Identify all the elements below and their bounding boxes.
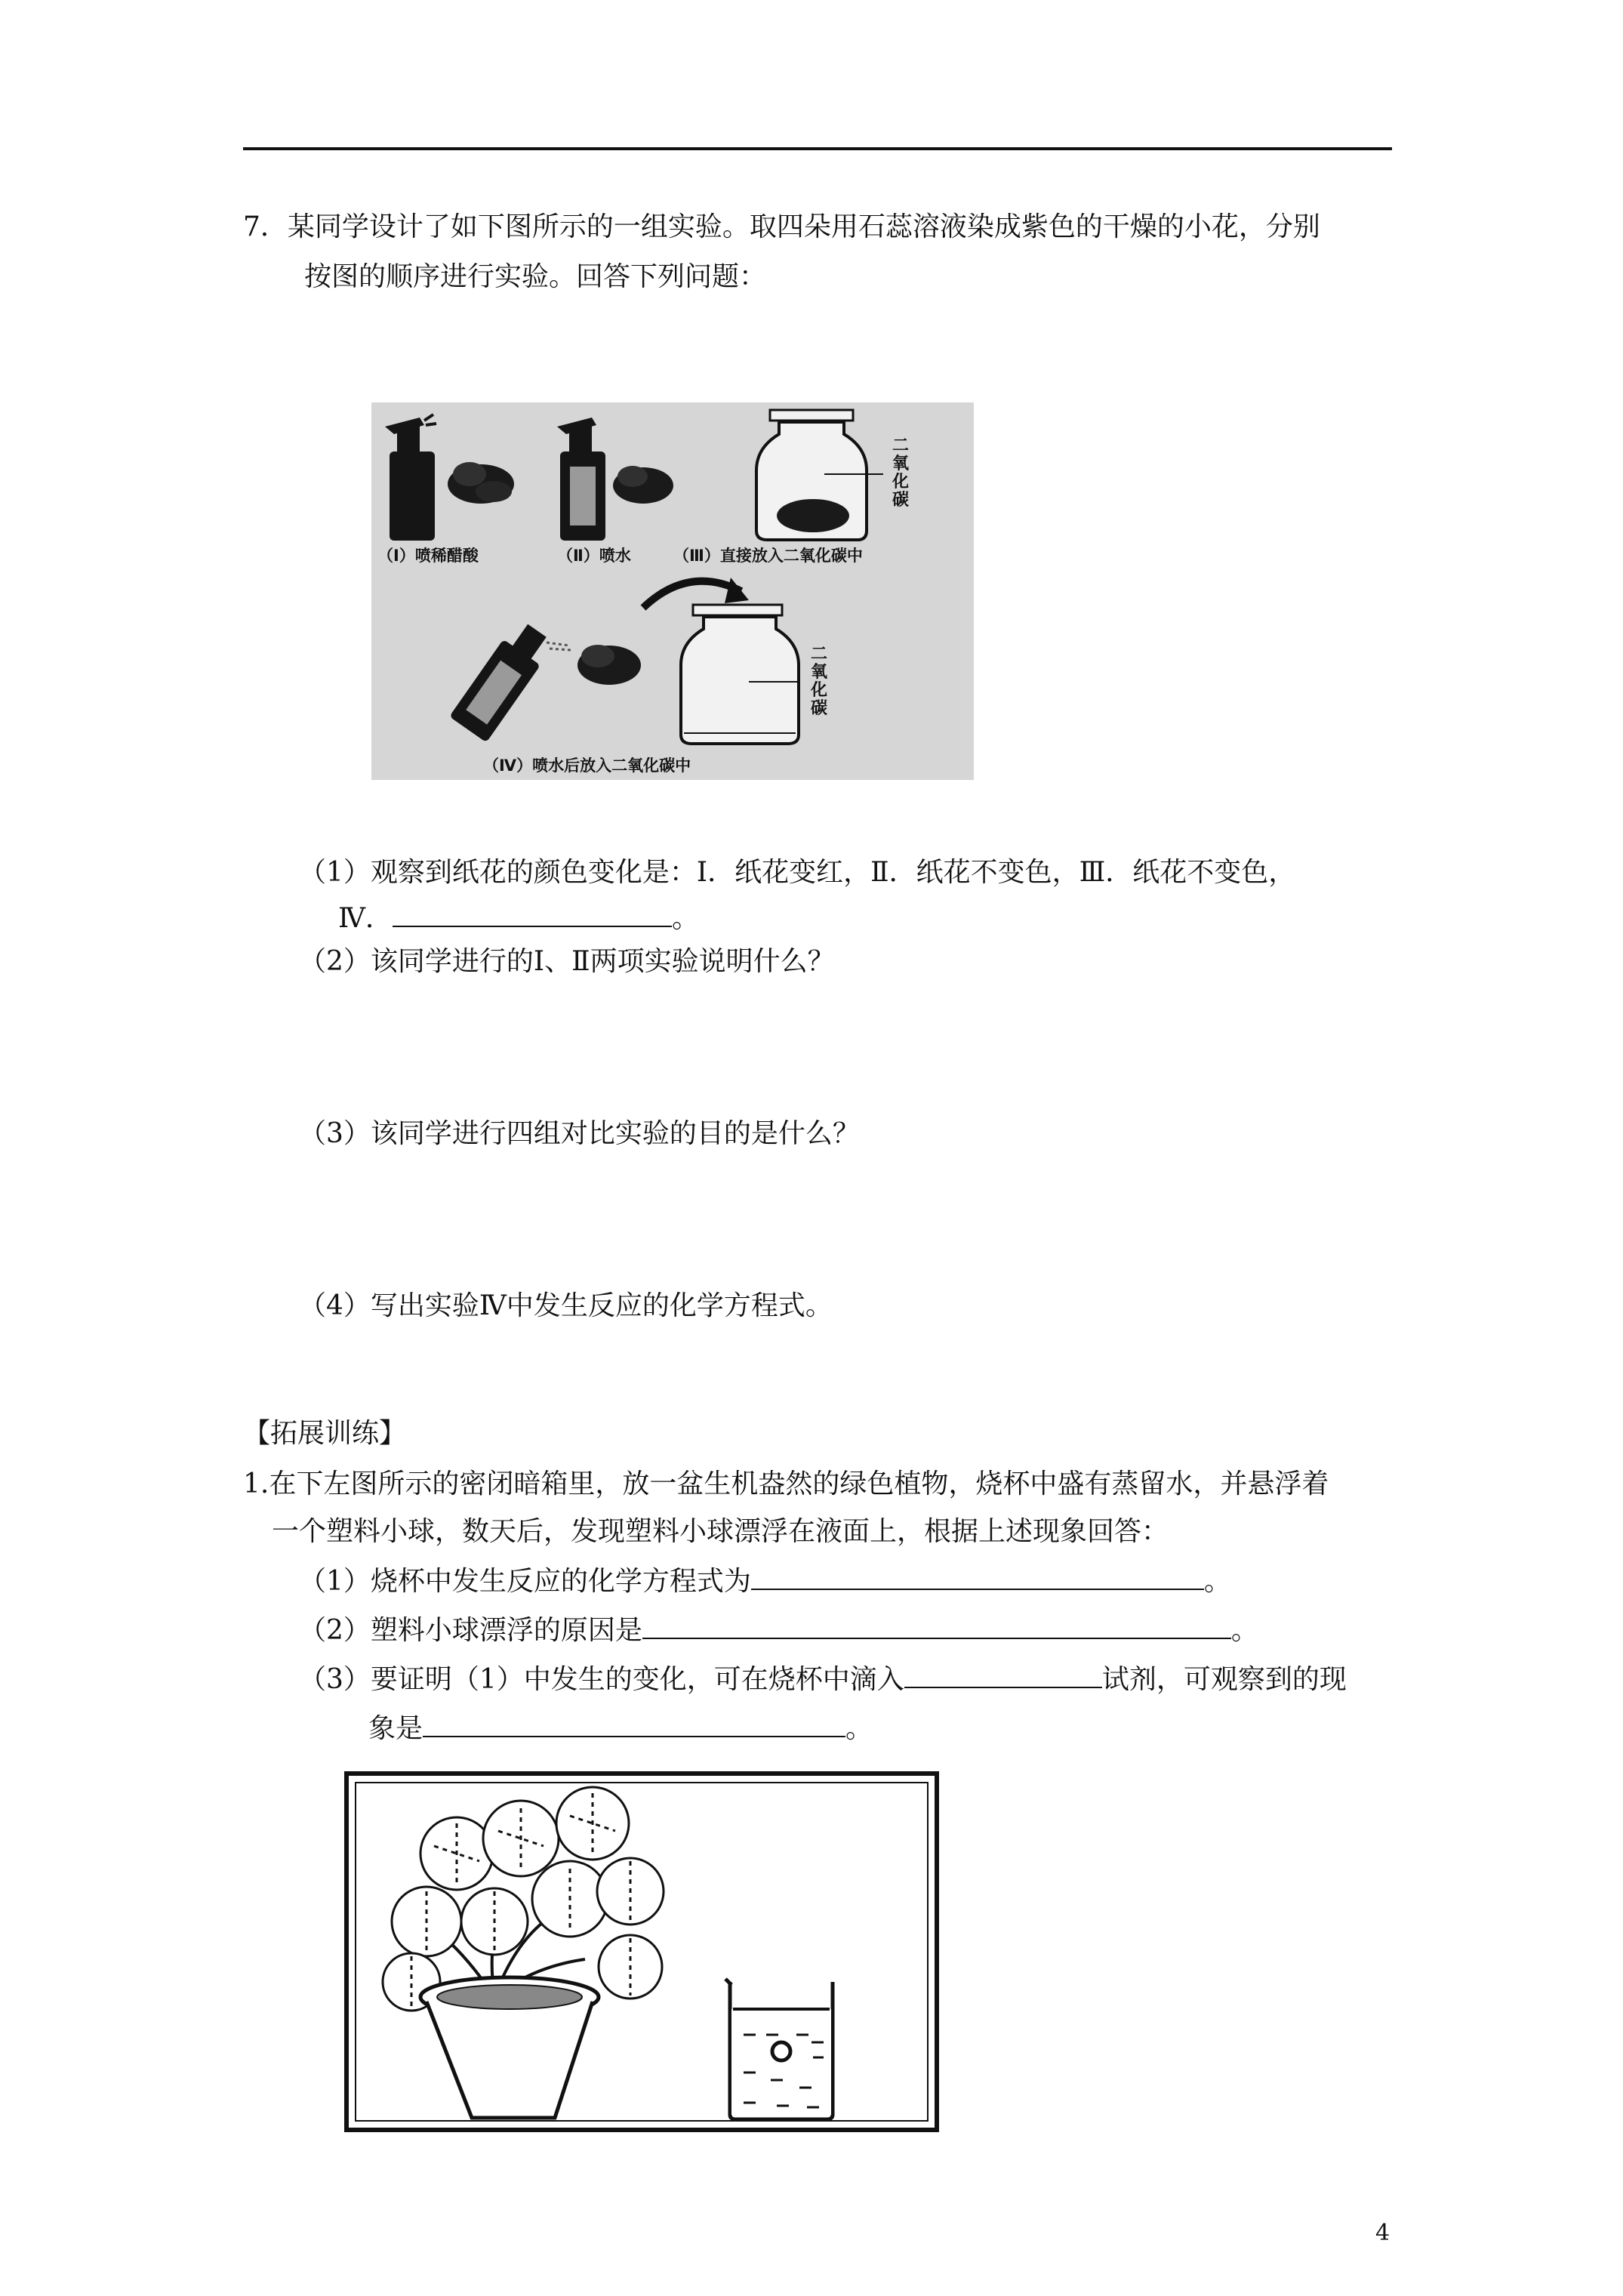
q7-text-line1: 7．某同学设计了如下图所示的一组实验。取四朵用石蕊溶液染成紫色的干燥的小花，分别 xyxy=(243,211,1320,242)
ext-q1-line2: 一个塑料小球，数天后，发现塑料小球漂浮在液面上，根据上述现象回答： xyxy=(272,1516,1169,1547)
caption-experiment-3: （Ⅲ）直接放入二氧化碳中 xyxy=(673,547,863,565)
ext-sub3-line1 xyxy=(299,1661,1347,1698)
caption-experiment-2: （Ⅱ）喷水 xyxy=(557,547,631,565)
ext-sub3-line2-prefix: 象是 xyxy=(368,1713,423,1744)
page-number: 4 xyxy=(1375,2220,1390,2246)
answer-blank[interactable] xyxy=(423,1710,845,1737)
q7-sub1-prefix: Ⅳ． xyxy=(338,903,393,934)
ext-sub3-prefix: （3）要证明（1）中发生的变化，可在烧杯中滴入 xyxy=(299,1664,904,1695)
beaker-icon xyxy=(725,1979,833,2119)
ext-sub2-prefix: （2）塑料小球漂浮的原因是 xyxy=(299,1615,642,1646)
ext-sub1 xyxy=(299,1563,1231,1600)
ext-sub3-mid: 试剂，可观察到的现 xyxy=(1101,1664,1347,1695)
ext-sub3-line2-suffix: 。 xyxy=(845,1713,873,1744)
answer-blank[interactable] xyxy=(642,1612,1231,1639)
plant-box-figure xyxy=(343,1771,940,2133)
q7-sub3: （3）该同学进行四组对比实验的目的是什么？ xyxy=(299,1118,860,1149)
gas-label-char: 碳 xyxy=(811,699,828,718)
section-heading: 【拓展训练】 xyxy=(243,1418,407,1449)
answer-blank[interactable] xyxy=(751,1563,1204,1590)
ext-sub3-line2 xyxy=(368,1710,873,1747)
gas-label-char: 氧 xyxy=(811,663,828,682)
q7-sub4: （4）写出实验Ⅳ中发生反应的化学方程式。 xyxy=(299,1290,833,1321)
experiment-figure xyxy=(371,402,974,780)
answer-blank[interactable] xyxy=(904,1661,1102,1688)
caption-experiment-1: （Ⅰ）喷稀醋酸 xyxy=(377,547,479,565)
q7-sub2: （2）该同学进行的Ⅰ、Ⅱ两项实验说明什么？ xyxy=(299,946,835,977)
ext-sub1-prefix: （1）烧杯中发生反应的化学方程式为 xyxy=(299,1566,751,1597)
header-rule xyxy=(243,147,1392,150)
q7-text-line2: 按图的顺序进行实验。回答下列问题： xyxy=(304,261,767,292)
gas-label-char: 化 xyxy=(811,681,828,700)
caption-experiment-4: （Ⅳ）喷水后放入二氧化碳中 xyxy=(483,757,691,775)
ext-sub2 xyxy=(299,1612,1258,1649)
gas-label-char: 二 xyxy=(811,645,828,664)
ext-q1-line1: 1.在下左图所示的密闭暗箱里，放一盆生机盎然的绿色植物，烧杯中盛有蒸留水，并悬浮着 xyxy=(243,1469,1329,1499)
q7-sub1-line2 xyxy=(338,900,699,937)
ext-sub2-suffix: 。 xyxy=(1230,1615,1258,1646)
gas-label-char: 化 xyxy=(892,473,910,492)
q7-sub1-line1: （1）观察到纸花的颜色变化是：Ⅰ．纸花变红，Ⅱ．纸花不变色，Ⅲ．纸花不变色， xyxy=(299,857,1296,888)
answer-blank[interactable] xyxy=(393,900,672,927)
q7-sub1-suffix: 。 xyxy=(671,903,699,934)
gas-label-char: 二 xyxy=(892,436,910,455)
gas-label-char: 氧 xyxy=(892,455,910,473)
gas-label-char: 碳 xyxy=(892,491,910,510)
plastic-ball-icon xyxy=(772,2042,790,2060)
ext-sub1-suffix: 。 xyxy=(1203,1566,1231,1597)
